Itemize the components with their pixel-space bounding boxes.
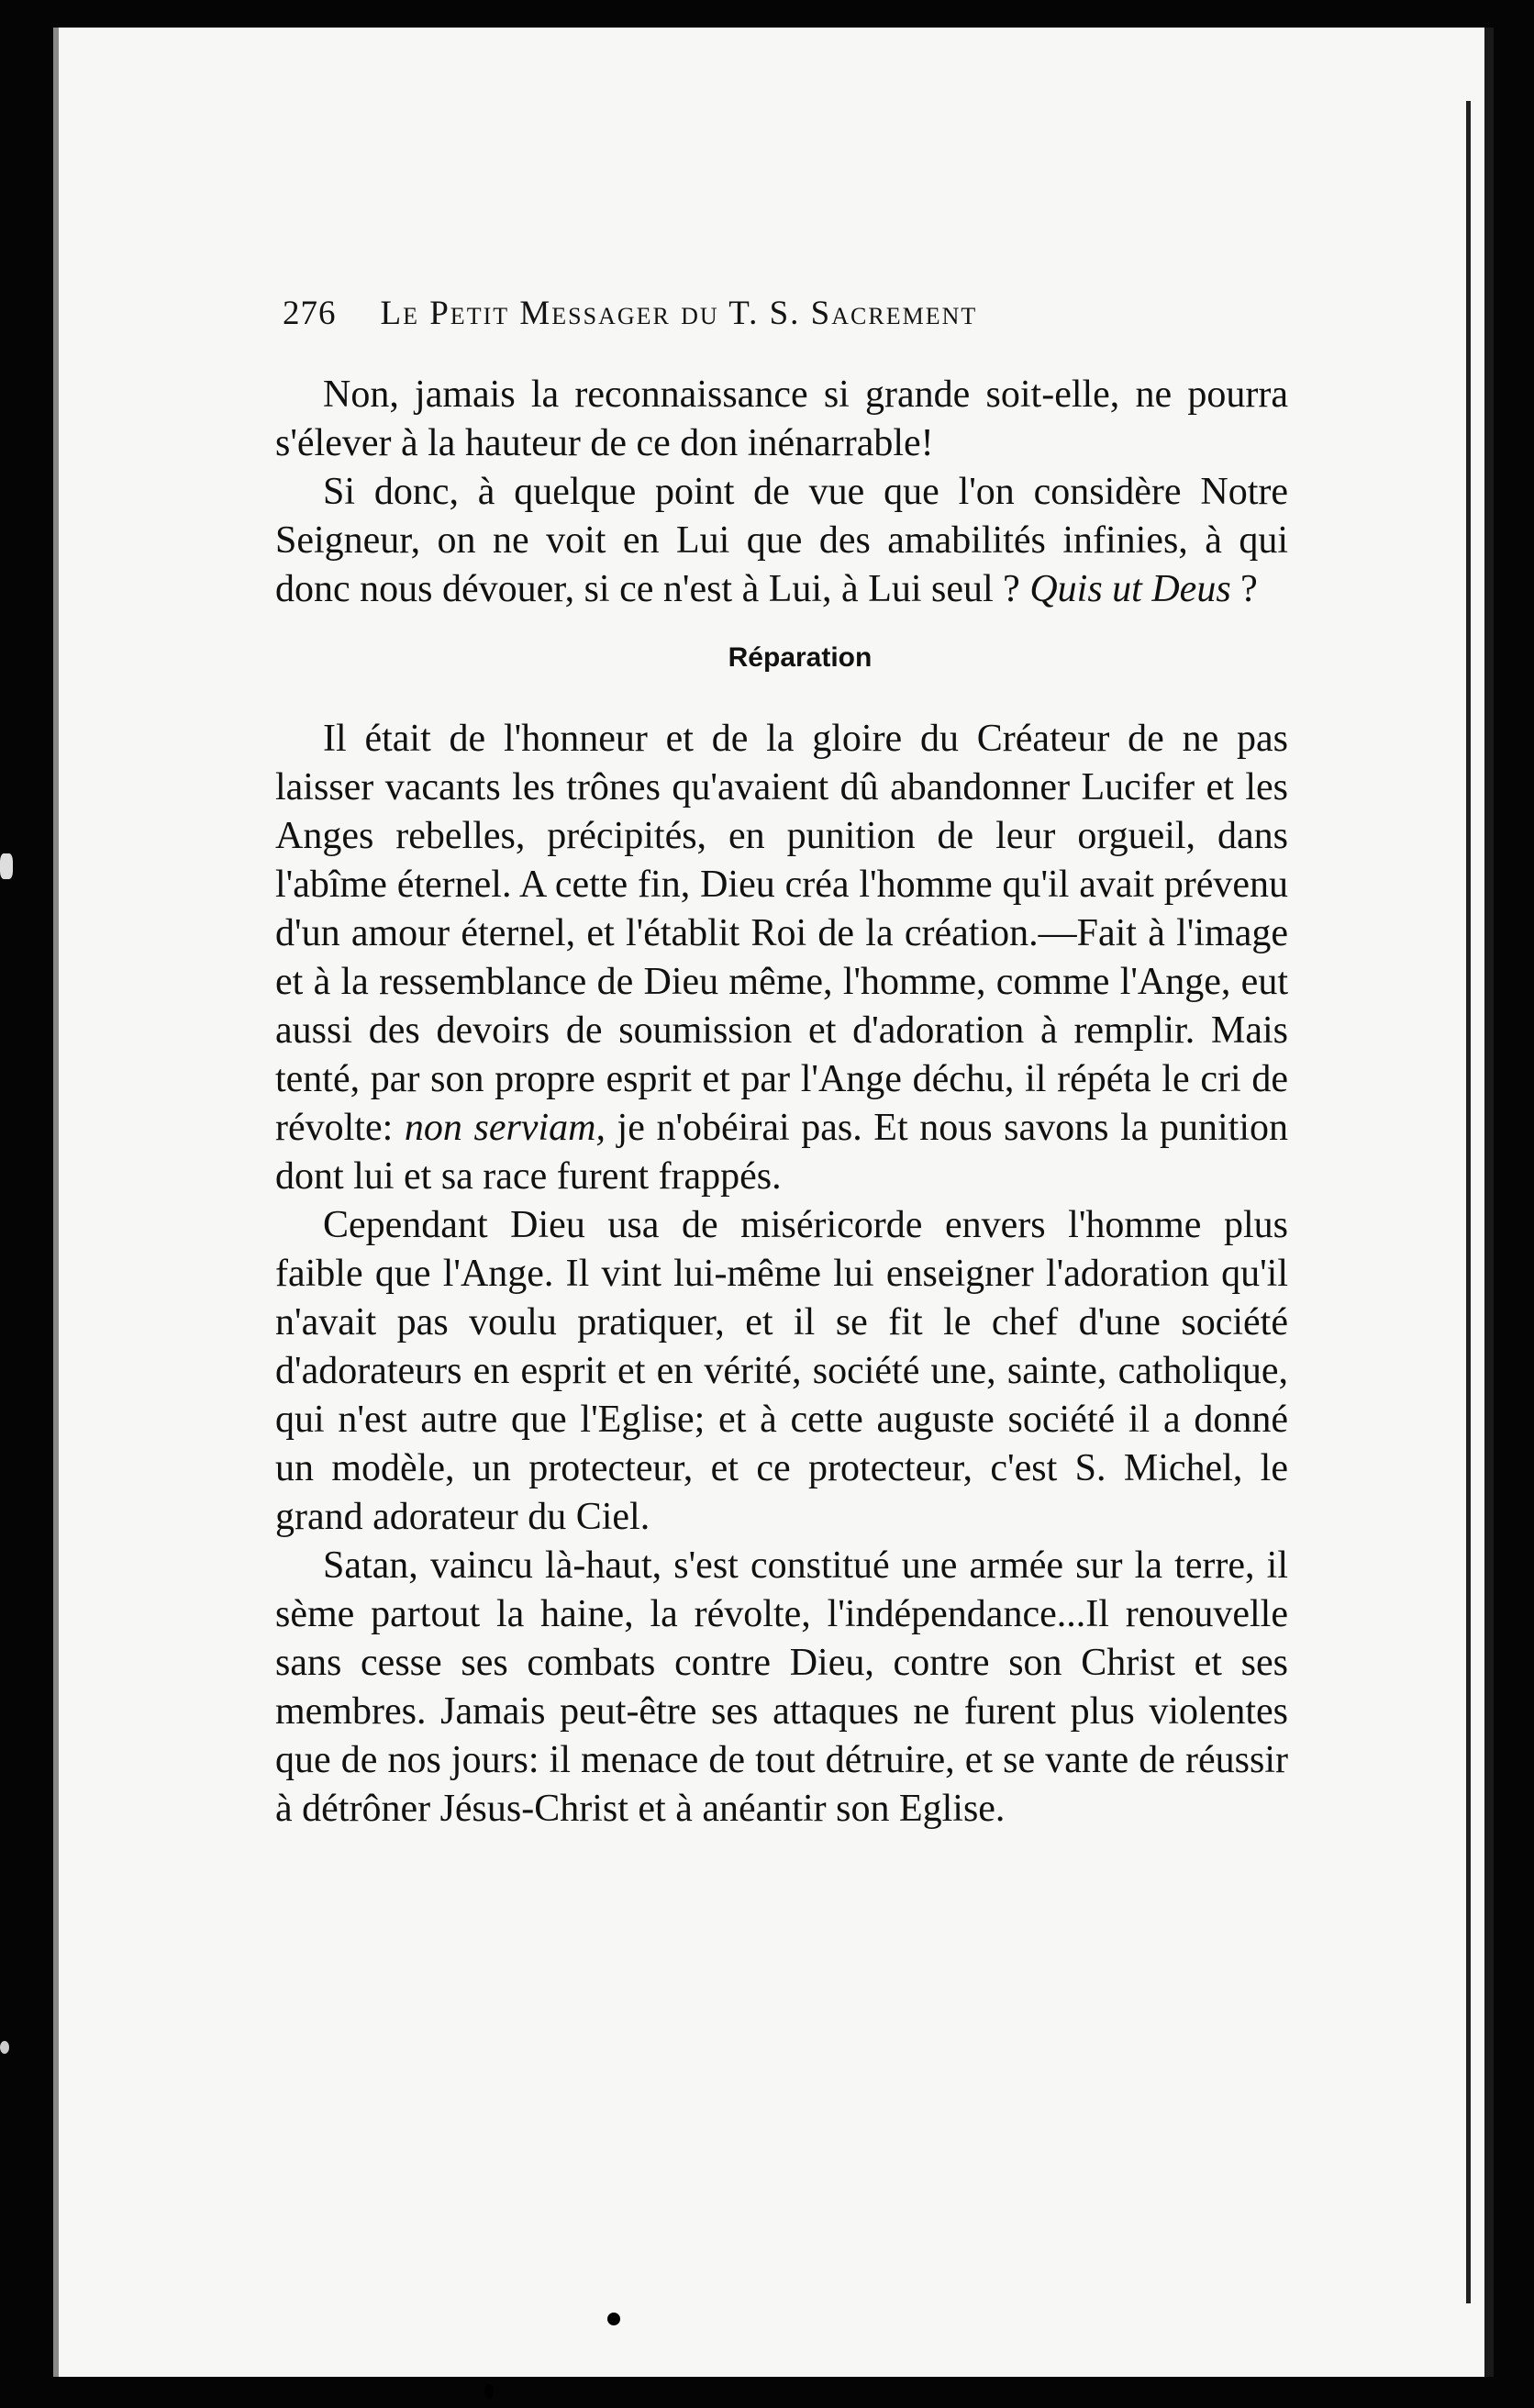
latin-phrase: Quis ut Deus [1029,568,1231,610]
paragraph: Non, jamais la reconnaissance si grande soit-elle, ne pourra s'élever à la hauteur de ce don inénarrable! [275,373,1288,464]
latin-phrase: non serviam, [404,1107,606,1149]
paragraph-text: Si donc, à quelque point de vue que l'on considère Notre Seigneur, on ne voit en Lui que des amabilités infinies, à qui donc nous dévouer, si ce n'est à Lui, à Lui seul ? [275,471,1288,610]
paragraph [275,715,1288,1201]
paragraph-text: Il était de l'honneur et de la gloire du Créateur de ne pas laisser vacants les trônes qu'avaient dû abandonner Lucifer et les Anges rebelles, précipités, en punition de leur orgueil, dans l'abîme éternel. A cette fin, Dieu créa l'homme qu'il avait prévenu d'un amour éternel, et l'établit Roi de la création.—Fait à l'image et à la ressemblance de Dieu même, l'homme, comme l'Ange, eut aussi des devoirs de soumission et d'adoration à remplir. Mais tenté, par son propre esprit et par l'Ange déchu, il répéta le cri de révolte: [275,718,1288,1149]
scan-speck [0,2041,9,2054]
page-edge-shadow [1484,28,1494,2377]
paragraph [275,468,1288,614]
section-heading: Réparation [728,642,873,673]
paragraph: Cependant Dieu usa de miséricorde envers l'homme plus faible que l'Ange. Il vint lui-même lui enseigner l'adoration qu'il n'avait pas voulu pratiquer, et il se fit le chef d'une société d'adorateurs en esprit et en vérité, société une, sainte, catholique, qui n'est autre que l'Eglise; et à cette auguste société il a donné un modèle, un protecteur, et ce protecteur, c'est S. Michel, le grand adorateur du Ciel. [275,1204,1288,1538]
binding-rule [1466,101,1471,2303]
body-text [275,371,1288,1834]
scan-speck [484,2384,494,2399]
scan-speck [0,853,13,879]
paragraph: Satan, vaincu là-haut, s'est constitué une armée sur la terre, il sème partout la haine, la révolte, l'indépendance...Il renouvelle sans cesse ses combats contre Dieu, contre son Christ et ses membres. Jamais peut-être ses attaques ne furent plus violentes que de nos jours: il menace de tout détruire, et se vante de réussir à détrôner Jésus-Christ et à anéantir son Eglise. [275,1544,1288,1830]
paragraph-text: ? [1230,568,1258,610]
running-header [283,294,1145,333]
page-number: 276 [283,295,337,332]
scan-speck [607,2313,620,2325]
running-title: Le Petit Messager du T. S. Sacrement [380,295,978,332]
paragraph-text: je n'obéirai pas. Et nous savons la punition dont lui et sa race furent frappés. [275,1107,1288,1198]
